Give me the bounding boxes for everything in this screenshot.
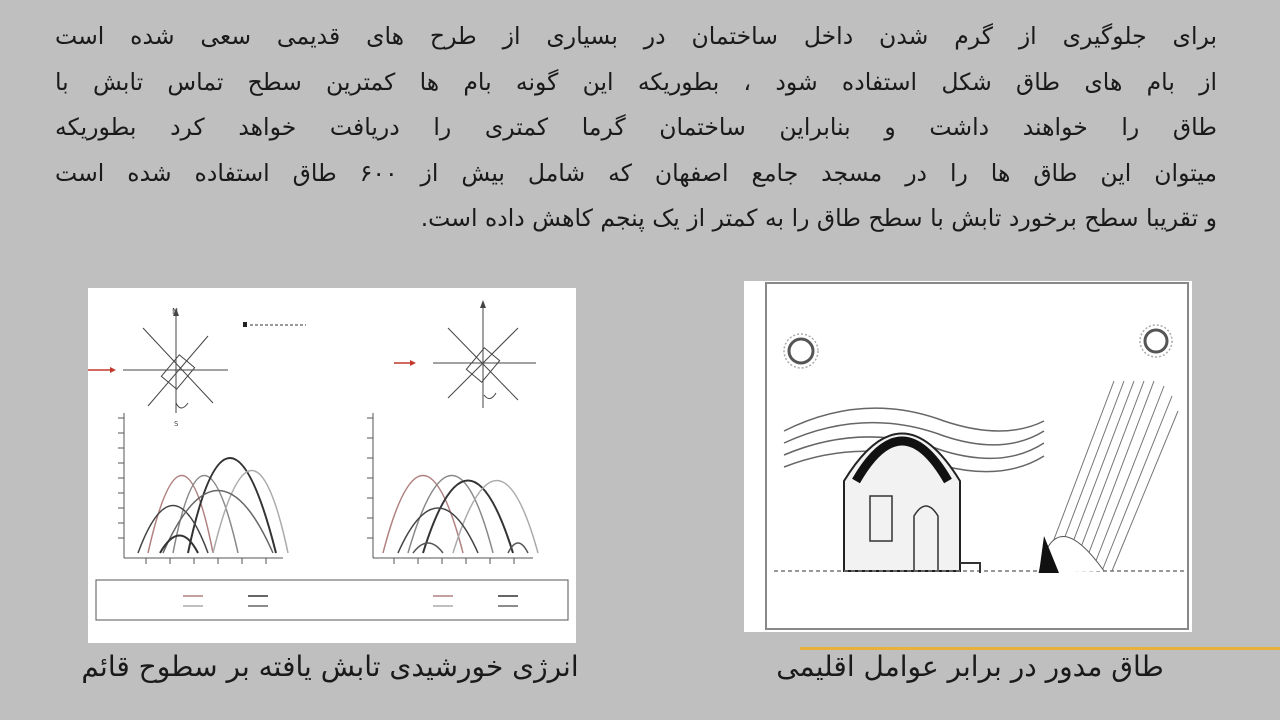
compass-south-label: S: [174, 420, 179, 428]
paragraph-line: میتوان این طاق ها را در مسجد جامع اصفهان که شامل بیش از ۶۰۰ طاق استفاده شده است: [55, 158, 1217, 187]
paragraph-line: و تقریبا سطح برخورد تابش با سطح طاق را به کمتر از یک پنجم کاهش داده است.: [420, 204, 1217, 232]
solar-energy-figure: [88, 288, 576, 643]
left-figure-caption: انرژی خورشیدی تابش یافته بر سطوح قائم: [81, 650, 579, 683]
paragraph-line: برای جلوگیری از گرم شدن داخل ساختمان در بسیاری از طرح های قدیمی سعی شده است: [55, 22, 1217, 50]
dome-climate-figure: [744, 281, 1192, 632]
right-figure-caption: طاق مدور در برابر عوامل اقلیمی: [776, 650, 1164, 683]
solar-energy-diagram: [88, 288, 576, 643]
paragraph-line: طاق را خواهند داشت و بنابراین ساختمان گرما کمتری را دریافت خواهد کرد بطوریکه: [55, 113, 1217, 141]
dome-building: [844, 434, 960, 572]
compass-north-label: N: [172, 307, 178, 316]
body-paragraph: [55, 14, 1217, 242]
dome-climate-diagram: [744, 281, 1192, 632]
sun-icon: [1140, 325, 1172, 357]
sun-icon: [784, 334, 818, 368]
paragraph-line: از بام های طاق شکل استفاده شود ، بطوریکه این گونه بام ها کمترین سطح تماس تابش با: [55, 67, 1217, 96]
